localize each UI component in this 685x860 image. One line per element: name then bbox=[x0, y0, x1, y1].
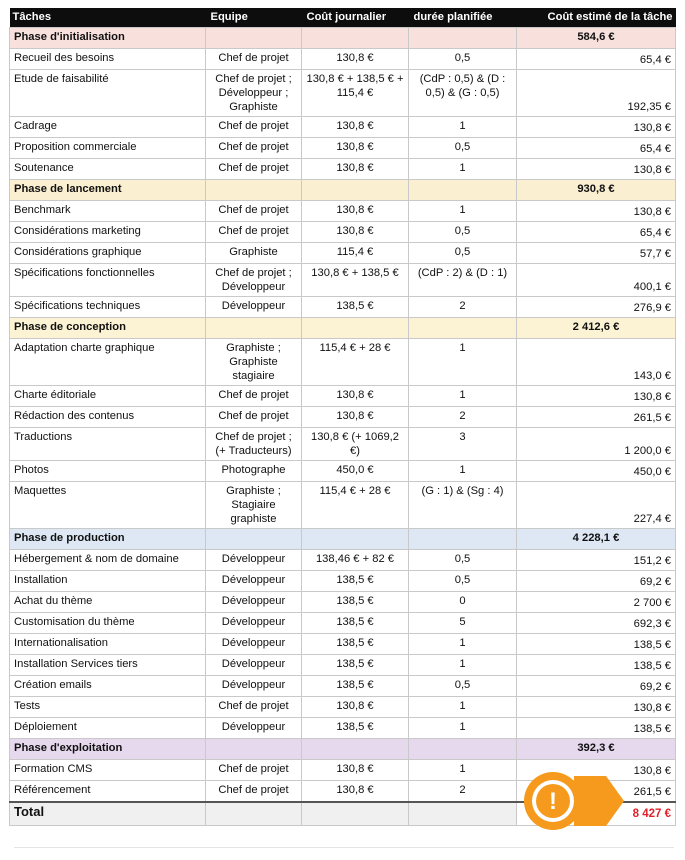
task-daily-cost: 115,4 € bbox=[302, 243, 409, 264]
task-estimate: 69,2 € bbox=[517, 571, 676, 592]
task-duration: 0,5 bbox=[409, 243, 517, 264]
task-row bbox=[10, 676, 676, 697]
task-estimate: 57,7 € bbox=[517, 243, 676, 264]
task-daily-cost: 138,5 € bbox=[302, 655, 409, 676]
task-team: Développeur bbox=[206, 550, 302, 571]
task-row bbox=[10, 697, 676, 718]
task-duration: 1 bbox=[409, 117, 517, 138]
task-estimate: 1 200,0 € bbox=[517, 428, 676, 461]
header-team: Equipe bbox=[206, 8, 302, 28]
task-estimate: 276,9 € bbox=[517, 297, 676, 318]
task-name: Déploiement bbox=[10, 718, 206, 739]
task-duration: 1 bbox=[409, 655, 517, 676]
task-row bbox=[10, 159, 676, 180]
total-empty-team bbox=[206, 802, 302, 826]
task-duration: 2 bbox=[409, 297, 517, 318]
phase-total: 392,3 € bbox=[517, 739, 676, 760]
task-team: Développeur bbox=[206, 297, 302, 318]
phase-name: Phase de production bbox=[10, 529, 206, 550]
task-duration: 0,5 bbox=[409, 138, 517, 159]
task-duration: 1 bbox=[409, 760, 517, 781]
task-team: Chef de projet ; Développeur ; Graphiste bbox=[206, 70, 302, 117]
badge-symbol: ! bbox=[549, 788, 557, 815]
task-daily-cost: 138,5 € bbox=[302, 634, 409, 655]
task-duration: 1 bbox=[409, 201, 517, 222]
phase-row-phase-d-exploitation bbox=[10, 739, 676, 760]
task-team: Chef de projet ; (+ Traducteurs) bbox=[206, 428, 302, 461]
phase-empty-duration bbox=[409, 28, 517, 49]
task-daily-cost: 130,8 € bbox=[302, 159, 409, 180]
task-duration: 2 bbox=[409, 781, 517, 803]
task-team: Chef de projet bbox=[206, 201, 302, 222]
task-estimate: 69,2 € bbox=[517, 676, 676, 697]
task-team: Chef de projet bbox=[206, 760, 302, 781]
phase-empty-team bbox=[206, 180, 302, 201]
phase-empty-cost bbox=[302, 318, 409, 339]
task-name: Proposition commerciale bbox=[10, 138, 206, 159]
task-estimate: 227,4 € bbox=[517, 482, 676, 529]
task-team: Développeur bbox=[206, 655, 302, 676]
task-row bbox=[10, 407, 676, 428]
task-name: Internationalisation bbox=[10, 634, 206, 655]
task-duration: 0,5 bbox=[409, 571, 517, 592]
task-estimate: 692,3 € bbox=[517, 613, 676, 634]
task-daily-cost: 130,8 € bbox=[302, 407, 409, 428]
task-team: Chef de projet bbox=[206, 407, 302, 428]
task-duration: 1 bbox=[409, 697, 517, 718]
task-estimate: 400,1 € bbox=[517, 264, 676, 297]
header-daily-cost: Coût journalier bbox=[302, 8, 409, 28]
task-team: Chef de projet bbox=[206, 117, 302, 138]
task-name: Achat du thème bbox=[10, 592, 206, 613]
task-row bbox=[10, 222, 676, 243]
task-name: Considérations graphique bbox=[10, 243, 206, 264]
task-daily-cost: 138,5 € bbox=[302, 592, 409, 613]
task-row bbox=[10, 201, 676, 222]
total-value: 8 427 € bbox=[517, 802, 676, 826]
phase-empty-team bbox=[206, 28, 302, 49]
budget-table-container bbox=[9, 8, 675, 826]
task-duration: (CdP : 2) & (D : 1) bbox=[409, 264, 517, 297]
warning-icon bbox=[522, 770, 630, 832]
task-team: Développeur bbox=[206, 571, 302, 592]
task-team: Chef de projet bbox=[206, 138, 302, 159]
task-name: Tests bbox=[10, 697, 206, 718]
task-daily-cost: 130,8 € bbox=[302, 386, 409, 407]
header-planned-duration: durée planifiée bbox=[409, 8, 517, 28]
phase-row-phase-d-initialisation bbox=[10, 28, 676, 49]
task-row bbox=[10, 655, 676, 676]
task-estimate: 130,8 € bbox=[517, 117, 676, 138]
task-row bbox=[10, 70, 676, 117]
total-label: Total bbox=[10, 802, 206, 826]
task-name: Spécifications fonctionnelles bbox=[10, 264, 206, 297]
phase-total: 2 412,6 € bbox=[517, 318, 676, 339]
task-name: Benchmark bbox=[10, 201, 206, 222]
task-estimate: 130,8 € bbox=[517, 386, 676, 407]
task-duration: 1 bbox=[409, 386, 517, 407]
task-team: Chef de projet bbox=[206, 49, 302, 70]
task-daily-cost: 130,8 € (+ 1069,2 €) bbox=[302, 428, 409, 461]
task-duration: 3 bbox=[409, 428, 517, 461]
phase-empty-duration bbox=[409, 739, 517, 760]
task-duration: (CdP : 0,5) & (D : 0,5) & (G : 0,5) bbox=[409, 70, 517, 117]
task-duration: 2 bbox=[409, 407, 517, 428]
task-estimate: 65,4 € bbox=[517, 222, 676, 243]
task-row bbox=[10, 386, 676, 407]
task-daily-cost: 138,5 € bbox=[302, 676, 409, 697]
task-duration: 1 bbox=[409, 339, 517, 386]
task-team: Chef de projet bbox=[206, 697, 302, 718]
phase-row-phase-de-lancement bbox=[10, 180, 676, 201]
task-duration: 0,5 bbox=[409, 550, 517, 571]
task-daily-cost: 138,46 € + 82 € bbox=[302, 550, 409, 571]
task-daily-cost: 138,5 € bbox=[302, 613, 409, 634]
task-estimate: 192,35 € bbox=[517, 70, 676, 117]
task-name: Référencement bbox=[10, 781, 206, 803]
task-estimate: 2 700 € bbox=[517, 592, 676, 613]
task-name: Spécifications techniques bbox=[10, 297, 206, 318]
phase-empty-duration bbox=[409, 180, 517, 201]
task-team: Développeur bbox=[206, 634, 302, 655]
task-row bbox=[10, 634, 676, 655]
task-name: Installation bbox=[10, 571, 206, 592]
phase-empty-cost bbox=[302, 529, 409, 550]
phase-name: Phase d'initialisation bbox=[10, 28, 206, 49]
task-row bbox=[10, 138, 676, 159]
task-daily-cost: 130,8 € bbox=[302, 138, 409, 159]
task-name: Maquettes bbox=[10, 482, 206, 529]
total-empty-cost bbox=[302, 802, 409, 826]
task-estimate: 261,5 € bbox=[517, 407, 676, 428]
task-duration: 0,5 bbox=[409, 676, 517, 697]
task-estimate: 450,0 € bbox=[517, 461, 676, 482]
task-estimate: 138,5 € bbox=[517, 655, 676, 676]
total-empty-duration bbox=[409, 802, 517, 826]
phase-empty-cost bbox=[302, 180, 409, 201]
task-team: Chef de projet bbox=[206, 222, 302, 243]
phase-empty-cost bbox=[302, 28, 409, 49]
header-estimated-cost: Coût estimé de la tâche bbox=[517, 8, 676, 28]
phase-empty-team bbox=[206, 739, 302, 760]
task-name: Cadrage bbox=[10, 117, 206, 138]
task-name: Customisation du thème bbox=[10, 613, 206, 634]
task-team: Graphiste ; Graphiste stagiaire bbox=[206, 339, 302, 386]
task-daily-cost: 130,8 € bbox=[302, 222, 409, 243]
task-team: Développeur bbox=[206, 592, 302, 613]
task-row bbox=[10, 339, 676, 386]
task-name: Installation Services tiers bbox=[10, 655, 206, 676]
task-duration: 0,5 bbox=[409, 49, 517, 70]
task-row bbox=[10, 613, 676, 634]
task-estimate: 65,4 € bbox=[517, 138, 676, 159]
task-duration: (G : 1) & (Sg : 4) bbox=[409, 482, 517, 529]
phase-total: 4 228,1 € bbox=[517, 529, 676, 550]
task-row bbox=[10, 550, 676, 571]
task-name: Traductions bbox=[10, 428, 206, 461]
task-daily-cost: 138,5 € bbox=[302, 718, 409, 739]
task-row bbox=[10, 117, 676, 138]
task-row bbox=[10, 461, 676, 482]
phase-name: Phase de conception bbox=[10, 318, 206, 339]
table-header bbox=[10, 8, 676, 28]
task-daily-cost: 115,4 € + 28 € bbox=[302, 339, 409, 386]
task-daily-cost: 130,8 € bbox=[302, 201, 409, 222]
phase-empty-team bbox=[206, 318, 302, 339]
phase-empty-team bbox=[206, 529, 302, 550]
task-daily-cost: 130,8 € bbox=[302, 117, 409, 138]
task-daily-cost: 130,8 € bbox=[302, 760, 409, 781]
task-daily-cost: 130,8 € bbox=[302, 697, 409, 718]
task-duration: 5 bbox=[409, 613, 517, 634]
task-name: Photos bbox=[10, 461, 206, 482]
task-daily-cost: 115,4 € + 28 € bbox=[302, 482, 409, 529]
task-row bbox=[10, 718, 676, 739]
task-name: Recueil des besoins bbox=[10, 49, 206, 70]
task-name: Adaptation charte graphique bbox=[10, 339, 206, 386]
task-team: Chef de projet bbox=[206, 159, 302, 180]
table-body bbox=[10, 28, 676, 826]
task-estimate: 138,5 € bbox=[517, 718, 676, 739]
task-team: Développeur bbox=[206, 613, 302, 634]
phase-empty-duration bbox=[409, 529, 517, 550]
task-daily-cost: 138,5 € bbox=[302, 297, 409, 318]
task-row bbox=[10, 264, 676, 297]
task-name: Création emails bbox=[10, 676, 206, 697]
task-estimate: 130,8 € bbox=[517, 760, 676, 781]
budget-table bbox=[9, 8, 676, 826]
phase-empty-duration bbox=[409, 318, 517, 339]
header-tasks: Tâches bbox=[10, 8, 206, 28]
task-estimate: 143,0 € bbox=[517, 339, 676, 386]
phase-empty-cost bbox=[302, 739, 409, 760]
task-daily-cost: 450,0 € bbox=[302, 461, 409, 482]
phase-name: Phase d'exploitation bbox=[10, 739, 206, 760]
task-row bbox=[10, 571, 676, 592]
task-name: Formation CMS bbox=[10, 760, 206, 781]
task-daily-cost: 138,5 € bbox=[302, 571, 409, 592]
task-daily-cost: 130,8 € bbox=[302, 49, 409, 70]
task-name: Hébergement & nom de domaine bbox=[10, 550, 206, 571]
task-row bbox=[10, 482, 676, 529]
task-duration: 1 bbox=[409, 159, 517, 180]
task-row bbox=[10, 297, 676, 318]
task-row bbox=[10, 49, 676, 70]
task-estimate: 130,8 € bbox=[517, 697, 676, 718]
phase-row-phase-de-conception bbox=[10, 318, 676, 339]
task-duration: 1 bbox=[409, 461, 517, 482]
task-name: Etude de faisabilité bbox=[10, 70, 206, 117]
task-team: Photographe bbox=[206, 461, 302, 482]
task-estimate: 151,2 € bbox=[517, 550, 676, 571]
task-daily-cost: 130,8 € + 138,5 € bbox=[302, 264, 409, 297]
task-row bbox=[10, 592, 676, 613]
task-estimate: 261,5 € bbox=[517, 781, 676, 803]
task-team: Graphiste ; Stagiaire graphiste bbox=[206, 482, 302, 529]
task-estimate: 130,8 € bbox=[517, 159, 676, 180]
task-duration: 0 bbox=[409, 592, 517, 613]
phase-row-phase-de-production bbox=[10, 529, 676, 550]
task-estimate: 138,5 € bbox=[517, 634, 676, 655]
task-duration: 1 bbox=[409, 718, 517, 739]
task-name: Considérations marketing bbox=[10, 222, 206, 243]
task-team: Chef de projet bbox=[206, 781, 302, 803]
task-row bbox=[10, 428, 676, 461]
task-estimate: 130,8 € bbox=[517, 201, 676, 222]
task-name: Charte éditoriale bbox=[10, 386, 206, 407]
task-duration: 1 bbox=[409, 634, 517, 655]
task-daily-cost: 130,8 € + 138,5 € + 115,4 € bbox=[302, 70, 409, 117]
phase-total: 584,6 € bbox=[517, 28, 676, 49]
task-estimate: 65,4 € bbox=[517, 49, 676, 70]
alert-badge bbox=[522, 770, 630, 832]
task-team: Chef de projet ; Développeur bbox=[206, 264, 302, 297]
task-name: Soutenance bbox=[10, 159, 206, 180]
phase-total: 930,8 € bbox=[517, 180, 676, 201]
phase-name: Phase de lancement bbox=[10, 180, 206, 201]
task-team: Développeur bbox=[206, 676, 302, 697]
task-daily-cost: 130,8 € bbox=[302, 781, 409, 803]
task-name: Rédaction des contenus bbox=[10, 407, 206, 428]
task-duration: 0,5 bbox=[409, 222, 517, 243]
task-row bbox=[10, 243, 676, 264]
bottom-divider bbox=[14, 847, 674, 848]
task-team: Développeur bbox=[206, 718, 302, 739]
task-team: Graphiste bbox=[206, 243, 302, 264]
task-team: Chef de projet bbox=[206, 386, 302, 407]
